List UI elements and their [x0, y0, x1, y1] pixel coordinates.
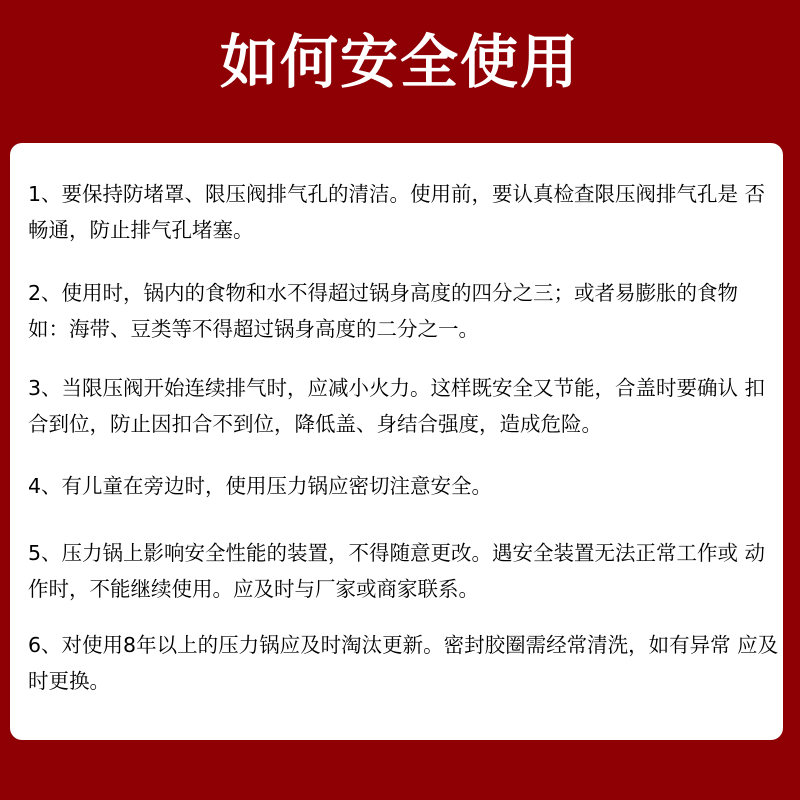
rule-item-1: 1、要保持防堵罩、限压阀排气孔的清洁。使用前，要认真检查限压阀排气孔是 否畅通，防止排气孔堵塞。	[28, 182, 766, 242]
rule-item-5: 5、压力锅上影响安全性能的装置，不得随意更改。遇安全装置无法正常工作或 动作时，不能继续使用。应及时与厂家或商家联系。	[28, 541, 766, 601]
rule-item-6: 6、对使用8年以上的压力锅应及时淘汰更新。密封胶圈需经常清洗，如有异常 应及时更换。	[28, 633, 779, 693]
page-title: 如何安全使用	[219, 28, 580, 96]
rule-item-2: 2、使用时，锅内的食物和水不得超过锅身高度的四分之三；或者易膨胀的食物 如：海带、豆类等不得超过锅身高度的二分之一。	[28, 281, 739, 341]
rule-item-4: 4、有儿童在旁边时，使用压力锅应密切注意安全。	[28, 474, 493, 498]
rule-item-3: 3、当限压阀开始连续排气时，应减小火力。这样既安全又节能，合盖时要确认 扣合到位，防止因扣合不到位，降低盖、身结合强度，造成危险。	[28, 376, 766, 436]
